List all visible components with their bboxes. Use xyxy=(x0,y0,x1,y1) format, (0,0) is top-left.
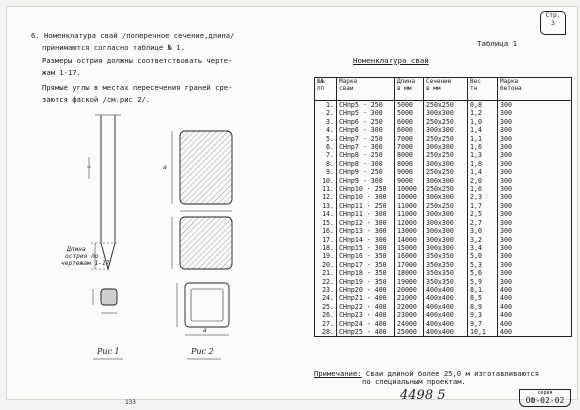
cell-concrete: 300 xyxy=(498,202,572,210)
cell-section: 400х400 xyxy=(424,294,468,302)
cell-weight: 2,7 xyxy=(468,219,498,227)
cell-num: 7. xyxy=(315,151,337,159)
table-row xyxy=(315,101,572,110)
cell-num: 26. xyxy=(315,311,337,319)
cell-num: 13. xyxy=(315,202,337,210)
cell-concrete: 400 xyxy=(498,294,572,302)
cell-weight: 5,3 xyxy=(468,261,498,269)
col-header-weight: Вес тн xyxy=(468,78,498,101)
rib-label-1: Длина xyxy=(67,246,86,253)
cell-num: 12. xyxy=(315,193,337,201)
cell-length: 7000 xyxy=(395,135,424,143)
cell-mark: СНпр11 - 300 xyxy=(337,210,395,218)
table-row xyxy=(315,269,572,277)
cell-length: 5000 xyxy=(395,101,424,110)
cell-weight: 2,5 xyxy=(468,210,498,218)
table-row xyxy=(315,227,572,235)
cell-num: 20. xyxy=(315,261,337,269)
cell-concrete: 300 xyxy=(498,168,572,176)
cell-num: 11. xyxy=(315,185,337,193)
cross-section-square xyxy=(172,217,232,269)
cell-weight: 2,3 xyxy=(468,193,498,201)
table-row xyxy=(315,135,572,143)
cell-weight: 1,7 xyxy=(468,202,498,210)
col-header-concrete: Марка бетона xyxy=(498,78,572,101)
cell-mark: СНпр25 - 400 xyxy=(337,328,395,337)
cell-weight: 3,4 xyxy=(468,244,498,252)
cell-num: 25. xyxy=(315,303,337,311)
cell-section: 250х250 xyxy=(424,168,468,176)
cell-concrete: 300 xyxy=(498,151,572,159)
table-row xyxy=(315,236,572,244)
cell-mark: СНпр10 - 300 xyxy=(337,193,395,201)
cell-concrete: 300 xyxy=(498,101,572,110)
cell-num: 3. xyxy=(315,118,337,126)
cell-weight: 1,3 xyxy=(468,151,498,159)
cell-num: 27. xyxy=(315,320,337,328)
cell-mark: СНпр20 - 400 xyxy=(337,286,395,294)
table-row xyxy=(315,328,572,337)
cell-mark: СНпр7 - 250 xyxy=(337,135,395,143)
cell-section: 350х350 xyxy=(424,261,468,269)
col-header-section: Сечение в мм xyxy=(424,78,468,101)
cell-length: 14000 xyxy=(395,236,424,244)
cell-num: 21. xyxy=(315,269,337,277)
cell-weight: 10,1 xyxy=(468,328,498,337)
cell-num: 6. xyxy=(315,143,337,151)
cell-num: 8. xyxy=(315,160,337,168)
cell-mark: СНпр21 - 400 xyxy=(337,294,395,302)
col-header-num: №№ пп xyxy=(315,78,337,101)
table-row xyxy=(315,118,572,126)
rib-label-2: острия по xyxy=(65,253,99,260)
cell-concrete: 300 xyxy=(498,244,572,252)
page-number: 3 xyxy=(551,20,555,27)
table-row xyxy=(315,210,572,218)
cell-weight: 1,2 xyxy=(468,109,498,117)
cell-section: 300х300 xyxy=(424,160,468,168)
cell-section: 250х250 xyxy=(424,135,468,143)
cell-length: 19000 xyxy=(395,278,424,286)
col-header-length: Длина в мм xyxy=(395,78,424,101)
cell-weight: 3,0 xyxy=(468,227,498,235)
cell-length: 12000 xyxy=(395,219,424,227)
cell-length: 7000 xyxy=(395,143,424,151)
cell-section: 300х300 xyxy=(424,210,468,218)
cell-mark: СНпр9 - 250 xyxy=(337,168,395,176)
cell-concrete: 300 xyxy=(498,236,572,244)
cell-length: 25000 xyxy=(395,328,424,337)
cell-section: 300х300 xyxy=(424,126,468,134)
cell-weight: 3,2 xyxy=(468,236,498,244)
cell-mark: СНпр8 - 300 xyxy=(337,160,395,168)
cell-length: 22000 xyxy=(395,303,424,311)
cell-num: 4. xyxy=(315,126,337,134)
series-code-box xyxy=(519,389,571,407)
cell-weight: 1,0 xyxy=(468,118,498,126)
cell-mark: СНпр14 - 300 xyxy=(337,236,395,244)
cell-mark: СНпр7 - 300 xyxy=(337,143,395,151)
cell-concrete: 300 xyxy=(498,252,572,260)
cell-length: 8000 xyxy=(395,151,424,159)
table-row xyxy=(315,202,572,210)
cell-weight: 2,0 xyxy=(468,177,498,185)
text-line-4: жам 1-17. xyxy=(42,68,81,77)
table-row xyxy=(315,294,572,302)
cell-num: 5. xyxy=(315,135,337,143)
cell-section: 250х250 xyxy=(424,151,468,159)
cell-length: 10000 xyxy=(395,185,424,193)
cell-mark: СНпр16 - 350 xyxy=(337,252,395,260)
cell-concrete: 300 xyxy=(498,185,572,193)
cell-mark: СНпр6 - 250 xyxy=(337,118,395,126)
cell-concrete: 300 xyxy=(498,109,572,117)
cell-mark: СНпр13 - 300 xyxy=(337,227,395,235)
table-row xyxy=(315,286,572,294)
page-label: Стр. xyxy=(545,12,561,19)
cell-section: 250х250 xyxy=(424,101,468,110)
cell-length: 11000 xyxy=(395,202,424,210)
cell-concrete: 300 xyxy=(498,278,572,286)
dim-a-left: а xyxy=(163,164,167,171)
pile-side-view xyxy=(87,115,121,269)
cell-mark: СНпр12 - 300 xyxy=(337,219,395,227)
cell-concrete: 300 xyxy=(498,126,572,134)
cell-concrete: 400 xyxy=(498,286,572,294)
table-row xyxy=(315,168,572,176)
cell-concrete: 400 xyxy=(498,328,572,337)
table-header-row xyxy=(315,78,572,101)
cell-num: 22. xyxy=(315,278,337,286)
cell-section: 400х400 xyxy=(424,328,468,337)
rib-label-3: чертежам 1-17 xyxy=(61,260,110,267)
cell-mark: СНпр9 - 300 xyxy=(337,177,395,185)
cell-num: 1. xyxy=(315,101,337,110)
cell-concrete: 400 xyxy=(498,311,572,319)
cell-section: 250х250 xyxy=(424,202,468,210)
text-line-1: 6. Номенклатура свай /поперечное сечение,длина/ xyxy=(31,31,235,40)
cell-length: 13000 xyxy=(395,227,424,235)
table-row xyxy=(315,219,572,227)
cell-length: 5000 xyxy=(395,109,424,117)
cell-concrete: 400 xyxy=(498,303,572,311)
cell-length: 21000 xyxy=(395,294,424,302)
cell-mark: СНпр11 - 250 xyxy=(337,202,395,210)
cell-concrete: 400 xyxy=(498,320,572,328)
series-label: серия xyxy=(537,390,553,396)
cell-num: 15. xyxy=(315,219,337,227)
nomenclature-table xyxy=(314,77,572,337)
figure-1-caption: Рис 1 xyxy=(97,347,120,356)
cell-section: 400х400 xyxy=(424,311,468,319)
cell-mark: СНпр22 - 400 xyxy=(337,303,395,311)
cell-section: 300х300 xyxy=(424,193,468,201)
cell-num: 23. xyxy=(315,286,337,294)
table-row xyxy=(315,160,572,168)
cell-num: 9. xyxy=(315,168,337,176)
text-line-6: заются фаской /см.рис 2/. xyxy=(42,95,151,104)
cell-section: 400х400 xyxy=(424,286,468,294)
cell-section: 350х350 xyxy=(424,252,468,260)
cell-section: 300х300 xyxy=(424,227,468,235)
cell-length: 6000 xyxy=(395,118,424,126)
cell-weight: 1,8 xyxy=(468,160,498,168)
table-row xyxy=(315,278,572,286)
table-row xyxy=(315,143,572,151)
cell-num: 19. xyxy=(315,252,337,260)
text-line-5: Прямые углы в местах пересечения граней сре- xyxy=(42,83,233,92)
pile-drawings xyxy=(7,7,307,399)
table-row xyxy=(315,126,572,134)
cell-section: 300х300 xyxy=(424,143,468,151)
cell-weight: 1,1 xyxy=(468,135,498,143)
cell-weight: 9,7 xyxy=(468,320,498,328)
cell-section: 350х350 xyxy=(424,269,468,277)
table-row xyxy=(315,311,572,319)
cell-section: 300х300 xyxy=(424,236,468,244)
series-code: ОФ-02-02 xyxy=(525,396,565,405)
cell-weight: 1,4 xyxy=(468,126,498,134)
cell-concrete: 300 xyxy=(498,227,572,235)
cell-weight: 5,9 xyxy=(468,278,498,286)
text-line-3: Размеры острия должны соответствовать черте- xyxy=(42,56,233,65)
figure-2-caption: Рис 2 xyxy=(191,347,214,356)
note-label: Примечание: xyxy=(314,369,362,378)
chamfer-detail-small xyxy=(93,289,117,313)
cell-weight: 8,5 xyxy=(468,294,498,302)
cell-mark: СНпр5 - 250 xyxy=(337,101,395,110)
cell-section: 300х300 xyxy=(424,177,468,185)
cell-mark: СНпр24 - 400 xyxy=(337,320,395,328)
page-number-box xyxy=(540,11,566,35)
cell-num: 18. xyxy=(315,244,337,252)
cell-mark: СНпр6 - 300 xyxy=(337,126,395,134)
table-row xyxy=(315,320,572,328)
cell-num: 17. xyxy=(315,236,337,244)
dim-a-bottom: а xyxy=(203,327,207,334)
cell-length: 6000 xyxy=(395,126,424,134)
cell-section: 250х250 xyxy=(424,185,468,193)
cell-weight: 1,6 xyxy=(468,185,498,193)
cell-weight: 0,8 xyxy=(468,101,498,110)
note-line-2: по специальным проектам. xyxy=(362,377,466,386)
cell-weight: 8,9 xyxy=(468,303,498,311)
handwritten-number: 4498 5 xyxy=(400,388,446,403)
cell-length: 17000 xyxy=(395,261,424,269)
cell-concrete: 300 xyxy=(498,210,572,218)
cell-length: 15000 xyxy=(395,244,424,252)
text-line-2: принимаются согласно таблице № 1. xyxy=(42,43,185,52)
table-row xyxy=(315,109,572,117)
cell-mark: СНпр17 - 350 xyxy=(337,261,395,269)
table-title: Номенклатура свай xyxy=(353,56,429,65)
cell-mark: СНпр8 - 250 xyxy=(337,151,395,159)
cell-concrete: 300 xyxy=(498,177,572,185)
cell-length: 23000 xyxy=(395,311,424,319)
cell-weight: 1,4 xyxy=(468,168,498,176)
cell-section: 250х250 xyxy=(424,118,468,126)
cell-weight: 1,6 xyxy=(468,143,498,151)
cell-weight: 5,6 xyxy=(468,269,498,277)
cell-mark: СНпр5 - 300 xyxy=(337,109,395,117)
cell-num: 2. xyxy=(315,109,337,117)
cell-num: 14. xyxy=(315,210,337,218)
cell-mark: СНпр18 - 350 xyxy=(337,269,395,277)
cell-length: 9000 xyxy=(395,177,424,185)
cell-concrete: 300 xyxy=(498,160,572,168)
cell-length: 20000 xyxy=(395,286,424,294)
cell-section: 350х350 xyxy=(424,278,468,286)
cell-concrete: 300 xyxy=(498,193,572,201)
cell-concrete: 300 xyxy=(498,135,572,143)
cell-concrete: 300 xyxy=(498,269,572,277)
cell-weight: 9,3 xyxy=(468,311,498,319)
table-row xyxy=(315,151,572,159)
col-header-mark: Марка сваи xyxy=(337,78,395,101)
cell-length: 9000 xyxy=(395,168,424,176)
cell-num: 16. xyxy=(315,227,337,235)
cell-section: 300х300 xyxy=(424,244,468,252)
note-line-1: Сваи длиной более 25,0 м изготавливаются xyxy=(361,369,540,378)
cell-section: 400х400 xyxy=(424,303,468,311)
cell-length: 24000 xyxy=(395,320,424,328)
cell-num: 28. xyxy=(315,328,337,337)
table-row xyxy=(315,303,572,311)
cell-mark: СНпр23 - 400 xyxy=(337,311,395,319)
table-row xyxy=(315,244,572,252)
cell-weight: 5,0 xyxy=(468,252,498,260)
cell-section: 300х300 xyxy=(424,109,468,117)
cell-concrete: 300 xyxy=(498,143,572,151)
cell-section: 400х400 xyxy=(424,320,468,328)
cell-length: 10000 xyxy=(395,193,424,201)
document-sheet xyxy=(6,6,578,405)
table-row xyxy=(315,193,572,201)
cell-num: 10. xyxy=(315,177,337,185)
sheet-number: 133 xyxy=(125,399,136,406)
table-row xyxy=(315,252,572,260)
cell-concrete: 300 xyxy=(498,118,572,126)
cell-concrete: 300 xyxy=(498,219,572,227)
table-row xyxy=(315,185,572,193)
cross-section-tall xyxy=(172,131,232,211)
cell-weight: 8,1 xyxy=(468,286,498,294)
cell-length: 18000 xyxy=(395,269,424,277)
table-row xyxy=(315,261,572,269)
table-label: Таблица 1 xyxy=(477,39,518,48)
cell-mark: СНпр10 - 250 xyxy=(337,185,395,193)
cell-section: 300х300 xyxy=(424,219,468,227)
cell-length: 16000 xyxy=(395,252,424,260)
table-body xyxy=(315,101,572,337)
cell-length: 8000 xyxy=(395,160,424,168)
cell-num: 24. xyxy=(315,294,337,302)
cell-mark: СНпр19 - 350 xyxy=(337,278,395,286)
table-row xyxy=(315,177,572,185)
cell-mark: СНпр15 - 300 xyxy=(337,244,395,252)
cell-concrete: 300 xyxy=(498,261,572,269)
cell-length: 11000 xyxy=(395,210,424,218)
